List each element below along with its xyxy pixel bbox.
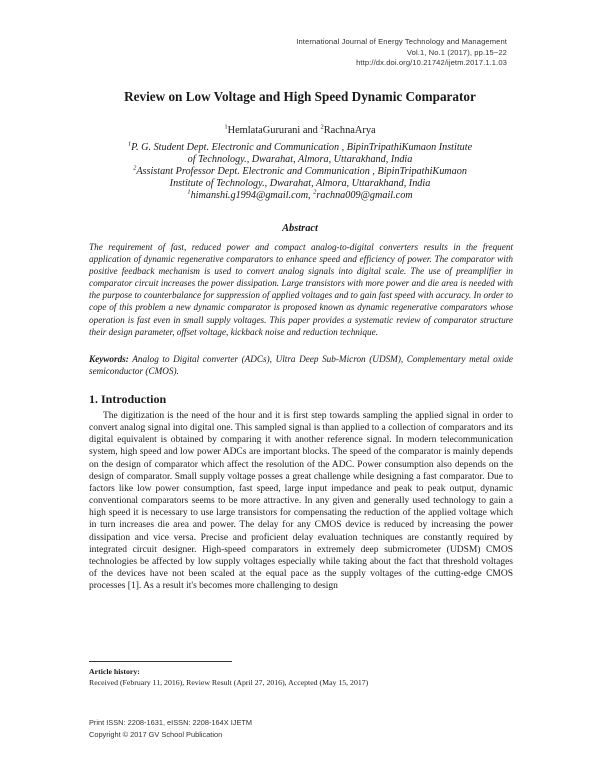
abstract-text: The requirement of fast, reduced power and compact analog-to-digital converters results in the frequent application of dynamic regenerative comparators to enhance speed and efficiency of power. The comparator with positive feedback mechanism is used to convert analog signals into digital scale. The use of preamplifier in comparator circuit increases the power dissipation. Large transistors with more power and die area is needed with the purpose to counterbalance for suppression of applied voltages and to gain fast speed with accuracy. In order to cope of this problem a new dynamic comparator is proposed known as dynamic regenerative comparators whose operation is fast even in small supply voltages. This paper provides a systematic review of comparator structure their design parameter, offset voltage, kickback noise and reduction technique. <box>89 242 513 337</box>
author1-superscript: 1 <box>224 123 228 131</box>
journal-doi[interactable]: http://dx.doi.org/10.21742/ijetm.2017.1.1.03 <box>356 58 507 67</box>
journal-header <box>296 37 507 69</box>
section-heading: 1. Introduction <box>89 392 167 406</box>
affiliation-line-2: of Technology., Dwarahat, Almora, Uttarakhand, India <box>187 154 413 165</box>
email-1[interactable]: himanshi.g1994@gmail.com, <box>190 190 314 201</box>
article-history-label: Article history: <box>89 667 140 676</box>
keywords-label: Keywords: <box>89 354 129 364</box>
keywords <box>89 353 513 377</box>
affiliation-line-4: Institute of Technology., Dwarahat, Almora, Uttarakhand, India <box>169 178 431 189</box>
paper-title: Review on Low Voltage and High Speed Dynamic Comparator <box>124 89 476 104</box>
affiliation2-superscript: 2 <box>133 164 137 172</box>
author2-superscript: 2 <box>320 123 324 131</box>
affiliation-line-1: $^1$P. G. Student Dept. Electronic and Communication , BipinTripathiKumaon Institute <box>127 140 473 153</box>
journal-volume: Vol.1, No.1 (2017), pp.15~22 <box>406 47 507 57</box>
email2-superscript: 2 <box>313 188 317 196</box>
author-conjunction: and <box>300 125 321 136</box>
issn-line: Print ISSN: 2208-1631, eISSN: 2208-164X IJETM <box>89 718 253 727</box>
author-line <box>0 125 600 136</box>
affiliations <box>80 142 520 202</box>
abstract-heading: Abstract <box>282 223 318 234</box>
affiliation-line-3: $^2$Assistant Professor Dept. Electronic and Communication , BipinTripathiKumaon <box>133 164 467 177</box>
affiliation1-superscript: 1 <box>127 140 132 148</box>
author2-name: RachnaArya <box>323 125 376 136</box>
article-history: Received (February 11, 2016), Review Result (April 27, 2016), Accepted (May 15, 2017) <box>89 678 369 687</box>
copyright-line: Copyright © 2017 GV School Publication <box>89 730 223 739</box>
introduction-text: The digitization is the need of the hour and it is first step towards sampling the applied signal in order to convert analog signal into digital one. This sampled signal is than applied to a collection of comparators and its digital equivalent is obtained by comparing it with another reference signal. In modern telecommunication system, high speed and low power ADCs are important blocks. The speed of the comparator is mainly depends on the design of comparator which affect the resolution of the ADC. Power consumption also depends on the design of comparator. Small supply voltage posses a great challenge while designing a fast comparator. Due to factors like low power consumption, fast speed, large input impedance and peak to peak output, dynamic conventional comparators seems to be more attractive. In any given and generally used technology to gain a high speed it is necessary to use large transistors for compensating the reduction of the applied voltage which in turn increases die area and power. The delay for any CMOS device is reduced by increasing the power dissipation and vice versa. Precise and proficient delay evaluation techniques are constantly required by integrated circuit designer. High-speed comparators in extremely deep submicrometer (UDSM) CMOS technologies be affected by low supply voltages especially while taking about the fact that threshold voltages of the devices have not been scaled at the equal pace as the supply voltages of the cutting-edge CMOS processes [1]. As a result it's becomes more challenging to design <box>89 411 513 592</box>
keywords-text: Analog to Digital converter (ADCs), Ultra Deep Sub-Micron (UDSM), Complementary metal oxide semiconductor (CMOS). <box>89 354 513 377</box>
author1-name: HemlataGururani <box>227 125 301 136</box>
footnote-divider <box>89 661 232 662</box>
email1-superscript: 1 <box>187 188 191 196</box>
journal-name: International Journal of Energy Technology and Management <box>296 37 507 46</box>
email-line <box>80 190 520 202</box>
email-2[interactable]: rachna009@gmail.com <box>316 190 413 201</box>
